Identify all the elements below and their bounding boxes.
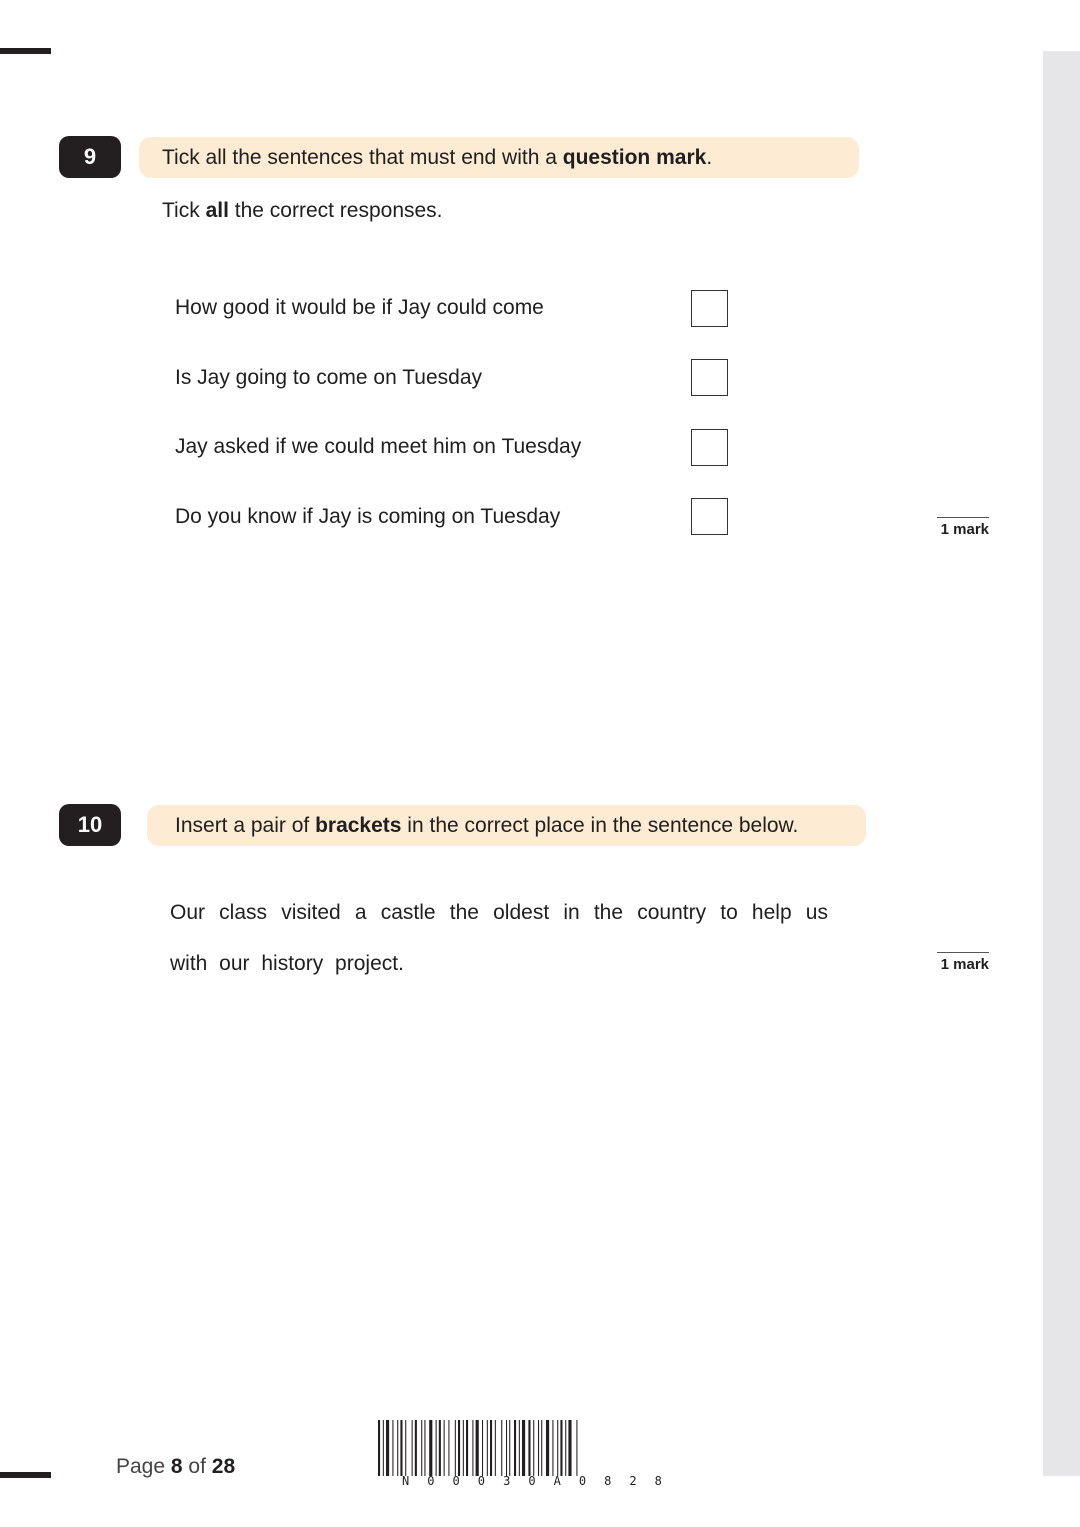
barcode-bar	[490, 1420, 492, 1476]
barcode-bar	[444, 1420, 445, 1476]
barcode-bar	[552, 1420, 553, 1476]
barcode-bar	[560, 1420, 562, 1476]
barcode-image	[378, 1420, 675, 1476]
barcode-bar	[378, 1420, 380, 1476]
barcode-bar	[514, 1420, 516, 1476]
option-1-tickbox[interactable]	[691, 290, 728, 327]
barcode-bar	[466, 1420, 468, 1476]
barcode-bar	[528, 1420, 530, 1476]
barcode-bar	[429, 1420, 432, 1476]
barcode-bar	[421, 1420, 422, 1476]
barcode-bar	[519, 1420, 520, 1476]
barcode-char: A	[553, 1474, 561, 1488]
question-10-prompt	[147, 805, 866, 846]
barcode-bar	[463, 1420, 464, 1476]
barcode-bar	[506, 1420, 507, 1476]
barcode-bar	[383, 1420, 384, 1476]
question-10-mark: 1 mark	[937, 952, 989, 973]
prompt-text: Insert a pair of	[175, 813, 316, 837]
barcode-char: 0	[452, 1474, 460, 1488]
barcode-bar	[482, 1420, 483, 1476]
barcode-bar	[415, 1420, 417, 1476]
barcode-bar	[392, 1420, 393, 1476]
option-2-text: Is Jay going to come on Tuesday	[175, 366, 483, 389]
prompt-bold-text: brackets	[315, 813, 402, 837]
barcode-bar	[400, 1420, 402, 1476]
barcode-text	[402, 1474, 662, 1488]
barcode-char: 0	[427, 1474, 435, 1488]
barcode-char: 0	[578, 1474, 587, 1488]
page-prefix: Page	[116, 1455, 171, 1478]
barcode-char: 3	[503, 1474, 511, 1488]
barcode-char: 0	[477, 1474, 486, 1488]
barcode-bar	[487, 1420, 488, 1476]
option-3-tickbox[interactable]	[691, 429, 728, 466]
barcode-bar	[386, 1420, 389, 1476]
barcode-bar	[533, 1420, 534, 1476]
question-10-number: 10	[59, 804, 121, 846]
option-4-tickbox[interactable]	[691, 498, 728, 535]
barcode-bar	[541, 1420, 542, 1476]
prompt-bold-text: question mark	[562, 145, 707, 169]
page-current: 8	[170, 1455, 183, 1478]
barcode-bar	[501, 1420, 502, 1476]
question-9-mark: 1 mark	[937, 517, 989, 538]
barcode-bar	[424, 1420, 425, 1476]
barcode-char: 2	[629, 1474, 637, 1488]
question-9-prompt	[139, 137, 859, 178]
barcode-char: 0	[528, 1474, 536, 1488]
barcode-char: 8	[654, 1474, 662, 1488]
barcode-bar	[439, 1420, 441, 1476]
option-4-text: Do you know if Jay is coming on Tuesday	[175, 505, 561, 528]
barcode-bar	[495, 1420, 496, 1476]
barcode-bar	[576, 1420, 577, 1476]
option-1-text: How good it would be if Jay could come	[175, 296, 544, 319]
prompt-text: Tick all the sentences that must end with a	[162, 145, 563, 169]
instruction-text-end: the correct responses.	[228, 199, 443, 222]
barcode-bar	[509, 1420, 510, 1476]
top-crop-mark	[0, 48, 51, 54]
marking-margin	[1043, 51, 1080, 1476]
option-2-tickbox[interactable]	[691, 359, 728, 396]
barcode-char: 8	[604, 1474, 612, 1488]
page-total: 28	[211, 1455, 236, 1478]
question-9-instruction	[162, 199, 443, 223]
barcode-bar	[522, 1420, 525, 1476]
page-number	[116, 1455, 235, 1479]
instruction-text: Tick	[162, 199, 206, 222]
barcode-bar	[436, 1420, 437, 1476]
barcode-bar	[557, 1420, 558, 1476]
barcode-char: N	[402, 1474, 410, 1488]
barcode-bar	[568, 1420, 571, 1476]
barcode-bar	[405, 1420, 406, 1476]
barcode-bar	[412, 1420, 413, 1476]
page-of: of	[182, 1455, 212, 1478]
option-3-text: Jay asked if we could meet him on Tuesday	[175, 435, 582, 458]
bottom-crop-mark	[0, 1472, 51, 1478]
barcode-bar	[546, 1420, 549, 1476]
barcode-bar	[565, 1420, 566, 1476]
barcode-bar	[448, 1420, 449, 1476]
barcode-bar	[397, 1420, 398, 1476]
barcode-bar	[458, 1420, 460, 1476]
barcode-bar	[538, 1420, 539, 1476]
barcode-bar	[472, 1420, 473, 1476]
barcode-bar	[455, 1420, 456, 1476]
prompt-text-end: .	[706, 145, 713, 169]
question-9-number: 9	[59, 136, 121, 178]
question-10-sentence-line-1[interactable]: Our class visited a castle the oldest in the country to help us	[170, 901, 828, 924]
question-10-sentence-line-2[interactable]: with our history project.	[170, 952, 404, 975]
prompt-text-end: in the correct place in the sentence below.	[401, 813, 799, 837]
barcode-bar	[476, 1420, 479, 1476]
instruction-bold-text: all	[205, 199, 229, 222]
